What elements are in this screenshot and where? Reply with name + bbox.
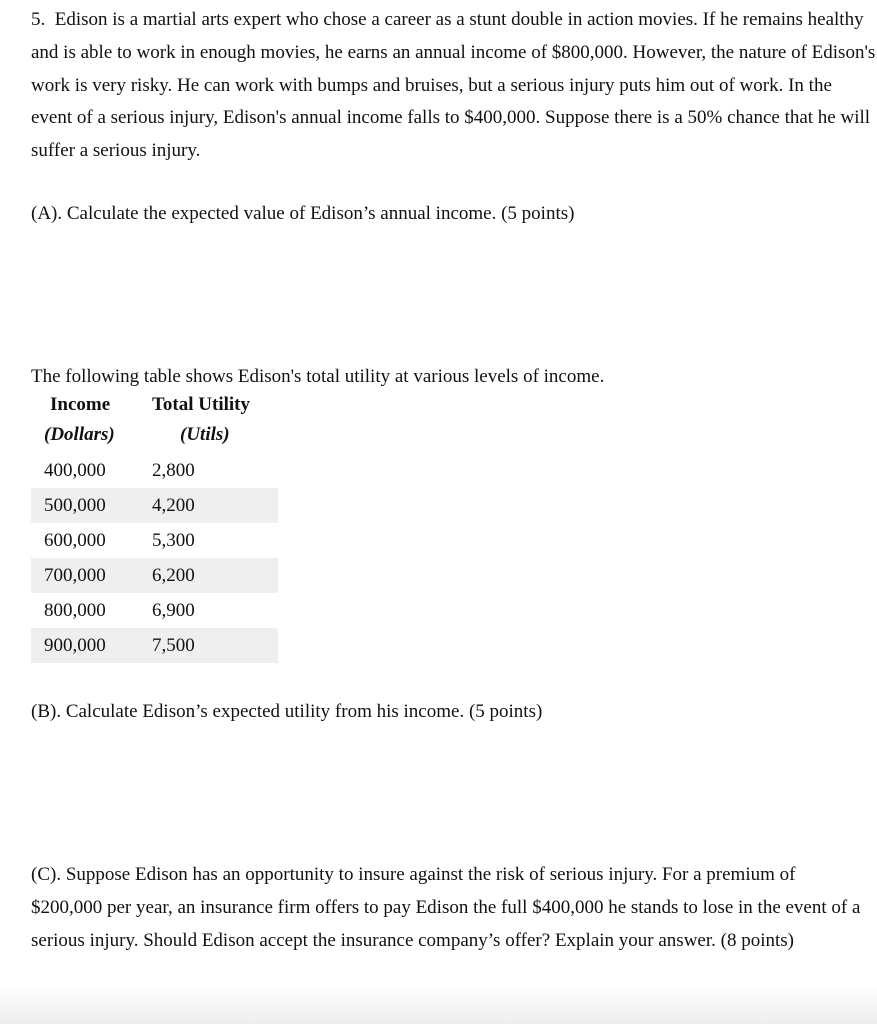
income-cell: 700,000: [44, 565, 106, 586]
header-total-utility: Total Utility: [152, 394, 250, 415]
table-row: [31, 523, 278, 558]
utility-cell: 4,200: [152, 495, 195, 516]
problem-statement: [31, 4, 876, 168]
part-a-question: (A). Calculate the expected value of Edison’s annual income. (5 points): [31, 203, 575, 224]
part-b-question: (B). Calculate Edison’s expected utility from his income. (5 points): [31, 701, 543, 722]
table-header: [31, 390, 278, 453]
table-row: [31, 488, 278, 523]
subheader-utils: (Utils): [180, 424, 230, 445]
income-cell: 500,000: [44, 495, 106, 516]
utility-cell: 7,500: [152, 635, 195, 656]
table-row: [31, 453, 278, 488]
income-cell: 800,000: [44, 600, 106, 621]
subheader-dollars: (Dollars): [44, 424, 115, 445]
utility-cell: 2,800: [152, 460, 195, 481]
table-intro: The following table shows Edison's total utility at various levels of income.: [31, 366, 605, 387]
income-cell: 600,000: [44, 530, 106, 551]
utility-cell: 6,900: [152, 600, 195, 621]
page-bottom-shade: [0, 984, 877, 1024]
utility-table: [31, 390, 278, 663]
header-income: Income: [50, 394, 111, 415]
table-row: [31, 628, 278, 663]
utility-cell: 5,300: [152, 530, 195, 551]
utility-cell: 6,200: [152, 565, 195, 586]
part-c-question: (C). Suppose Edison has an opportunity to insure against the risk of serious injury. For a premium of $200,000 per year, an insurance firm offers to pay Edison the full $400,000 he stands to lose in the event of a serious injury. Should Edison accept the insurance company’s offer? Explain your answer. (8 points): [31, 864, 861, 951]
income-cell: 900,000: [44, 635, 106, 656]
problem-number: 5.: [31, 9, 46, 30]
table-row: [31, 558, 278, 593]
problem-text: Edison is a martial arts expert who chose a career as a stunt double in action movies. If he remains healthy and is able to work in enough movies, he earns an annual income of $800,000. However, the nature of Edison's work is very risky. He can work with bumps and bruises, but a serious injury puts him out of work. In the event of a serious injury, Edison's annual income falls to $400,000. Suppose there is a 50% chance that he will suffer a serious injury.: [31, 9, 876, 162]
income-cell: 400,000: [44, 460, 106, 481]
table-row: [31, 593, 278, 628]
